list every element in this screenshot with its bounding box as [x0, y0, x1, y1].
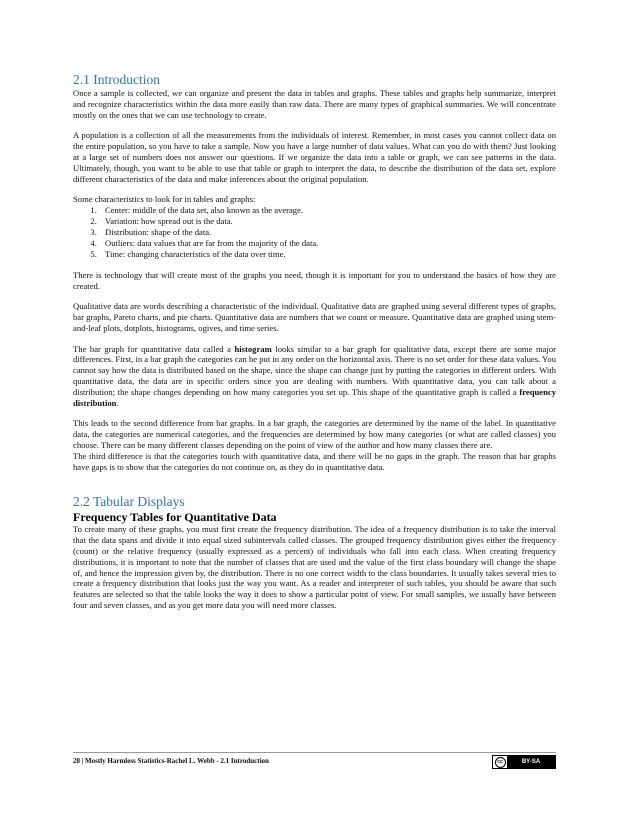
- list-item: 4. Outliers: data values that are far from the majority of the data.: [99, 238, 556, 249]
- term-histogram: histogram: [234, 343, 272, 354]
- page-footer: [73, 752, 556, 765]
- footer-text: 28 | Mostly Harmless Statistics-Rachel L. Webb - 2.1 Introduction: [73, 757, 269, 765]
- cc-license-label: BY-SA: [507, 756, 555, 768]
- list-item: 3. Distribution: shape of the data.: [99, 227, 556, 238]
- paragraph: There is technology that will create most of the graphs you need, though it is important for you to understand the basics of how they are created.: [73, 269, 556, 291]
- list-item: 5. Time: changing characteristics of the data over time.: [99, 249, 556, 260]
- list-item: 1. Center: middle of the data set, also known as the average.: [99, 205, 556, 216]
- paragraph: This leads to the second difference from bar graphs. In a bar graph, the categories are determined by the name of the label. In quantitative data, the categories are numerical categories, and the frequencies are determined by how many categories (or what are called classes) you choose. There can be many different classes depending on the point of view of the author and how many classes there are.: [73, 418, 556, 451]
- section-heading-introduction: 2.1 Introduction: [73, 72, 160, 87]
- cc-icon: cc: [495, 757, 506, 768]
- section-heading-tabular-displays: 2.2 Tabular Displays: [73, 494, 185, 510]
- paragraph: Once a sample is collected, we can organize and present the data in tables and graphs. These tables and graphs help summarize, interpret and recognize characteristics within the data more easily than raw data. There are many types of graphical summaries. We will concentrate mostly on the ones that we can use technology to create.: [73, 88, 556, 120]
- paragraph: To create many of these graphs, you must first create the frequency distribution. The idea of a frequency distribution is to take the interval that the data spans and divide it into equal sized subintervals called classes. The grouped frequency distribution gives either the frequency (count) or the relative frequency (usually expressed as a percent) of individuals who fall into each class. When creating frequency distributions, it is important to note that the number of classes that are used and the value of the first class boundary will change the shape of, and hence the impression given by, the distribution. There is no one correct width to the class boundaries. It usually takes several tries to create a frequency distribution that looks just the way you want. As a reader and interpreter of such tables, you should be aware that such features are selected so that the table looks the way it does to show a particular point of view. For small samples, we usually have between four and seven classes, and as you get more data you will need more classes.: [73, 524, 556, 611]
- characteristics-list: [73, 205, 556, 260]
- subheading-frequency-tables: Frequency Tables for Quantitative Data: [73, 510, 277, 525]
- paragraph: Qualitative data are words describing a characteristic of the individual. Qualitative data are graphed using several different types of graphs, bar graphs, Pareto charts, and pie charts. Quantitative data are numbers that we count or measure. Quantitative data are graphed using stem-and-leaf plots, dotplots, histograms, ogives, and time series.: [73, 301, 556, 333]
- cc-by-sa-badge: [492, 755, 556, 769]
- paragraph: The bar graph for quantitative data called a histogram looks similar to a bar graph for qualitative data, except there are some major differences. First, in a bar graph the categories can be put in any order on the horizontal axis. There is no set order for these data values. You cannot say how the data is distributed based on the shape, since the shape can change just by putting the categories in different orders. With quantitative data, the data are in specific orders since you are dealing with numbers. With quantitative data, you can talk about a distribution; the shape changes depending on how many categories you set up. This shape of the quantitative graph is called a frequency distribution.: [73, 343, 556, 408]
- term-frequency-distribution: frequency distribution: [73, 386, 556, 408]
- paragraph: The third difference is that the categories touch with quantitative data, and there will be no gaps in the graph. The reason that bar graphs have gaps is to show that the categories do not continue on, as they do in quantitative data.: [73, 450, 556, 472]
- list-item: 2. Variation: how spread out is the data.: [99, 216, 556, 227]
- paragraph: A population is a collection of all the measurements from the individuals of interest. Remember, in most cases you cannot collect data on the entire population, so you have to take a sample. Now you have a large number of data values. What can you do with them? Just looking at a large set of numbers does not answer our questions. If we organize the data into a table or graph, we can see patterns in the data. Ultimately, though, you want to be able to use that table or graph to interpret the data, to describe the distribution of the data set, explore different characteristics of the data and make inferences about the original population.: [73, 130, 556, 184]
- page-content: [73, 72, 556, 611]
- list-intro: Some characteristics to look for in tables and graphs:: [73, 194, 256, 205]
